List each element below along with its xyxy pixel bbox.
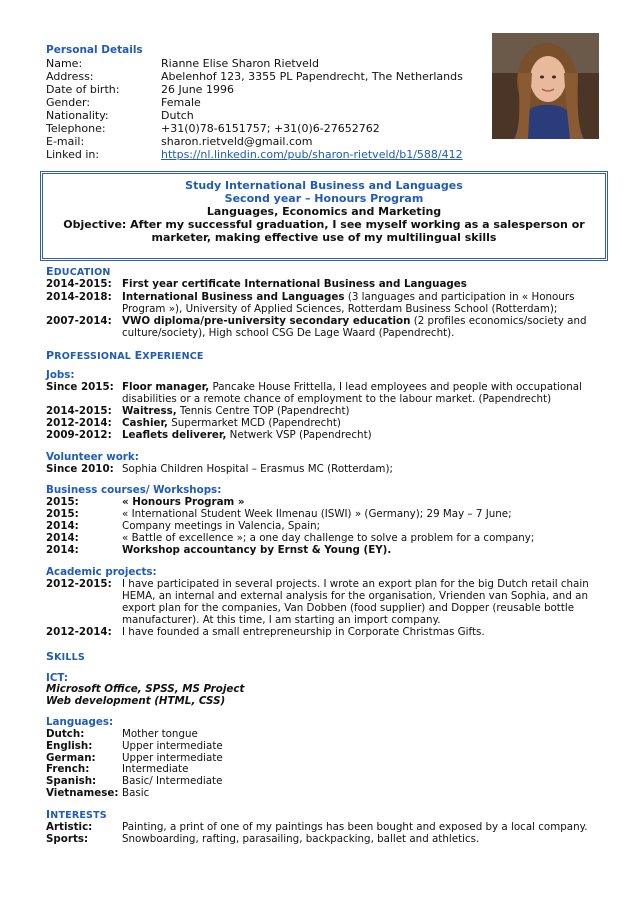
objective-year: Second year – Honours Program bbox=[224, 192, 424, 205]
edu-entry-text: (3 languages and participation in « Honours Program »), University of Applied Sciences, Rotterdam Business School (Rotterdam); bbox=[122, 291, 575, 315]
job-text: Tennis Centre TOP (Papendrecht) bbox=[176, 405, 350, 417]
course-year: 2014: bbox=[46, 520, 79, 532]
skills-heading bbox=[46, 650, 85, 663]
language-level: Upper intermediate bbox=[122, 740, 223, 752]
prof-rest1: ROFESSIONAL bbox=[54, 351, 135, 362]
linkedin-label: Linked in: bbox=[46, 148, 100, 161]
language-name: English: bbox=[46, 740, 93, 752]
gender-label: Gender: bbox=[46, 96, 91, 109]
objective-statement-cont: marketer, making effective use of my multilingual skills bbox=[151, 231, 497, 244]
interest-text: Snowboarding, rafting, parasailing, backpacking, ballet and athletics. bbox=[122, 833, 480, 845]
prof-cap2: E bbox=[134, 349, 143, 362]
job-text: Supermarket MCD (Papendrecht) bbox=[167, 417, 341, 429]
course-year: 2014: bbox=[46, 532, 79, 544]
job-entry bbox=[122, 429, 592, 441]
skills-rest: KILLS bbox=[54, 652, 85, 663]
objective-statement: Objective: After my successful graduation, I see myself working as a salesperson or bbox=[63, 218, 585, 231]
language-name: Dutch: bbox=[46, 728, 85, 740]
language-name: Spanish: bbox=[46, 775, 97, 787]
course-entry: « Battle of excellence »; a one day challenge to solve a problem for a company; bbox=[122, 532, 535, 544]
prof-cap1: P bbox=[46, 349, 55, 362]
telephone-value: +31(0)78-6151757; +31(0)6-27652762 bbox=[161, 122, 380, 135]
course-year: 2015: bbox=[46, 508, 79, 520]
language-level: Upper intermediate bbox=[122, 752, 223, 764]
dob-label: Date of birth: bbox=[46, 83, 120, 96]
language-level: Mother tongue bbox=[122, 728, 198, 740]
edu-entry-text: (2 profiles economics/society and culture/society), High school CSG De Lage Waard (Papendrecht). bbox=[122, 315, 587, 339]
edu-year: 2007-2014: bbox=[46, 315, 112, 327]
email-label: E-mail: bbox=[46, 135, 85, 148]
edu-entry-bold: First year certificate International Business and Languages bbox=[122, 278, 467, 290]
job-year: 2014-2015: bbox=[46, 405, 112, 417]
language-name: German: bbox=[46, 752, 96, 764]
edu-entry bbox=[122, 278, 592, 290]
job-year: Since 2015: bbox=[46, 381, 114, 393]
job-year: 2012-2014: bbox=[46, 417, 112, 429]
address-value: Abelenhof 123, 3355 PL Papendrecht, The Netherlands bbox=[161, 70, 463, 83]
interests-heading bbox=[46, 808, 107, 821]
volunteer-heading: Volunteer work: bbox=[46, 451, 139, 463]
job-text: Netwerk VSP (Papendrecht) bbox=[226, 429, 372, 441]
course-entry: Company meetings in Valencia, Spain; bbox=[122, 520, 321, 532]
job-text: Pancake House Frittella, I lead employees and people with occupational disabilities or a remote chance of employment to the labour market. (Papendrecht) bbox=[122, 381, 582, 405]
academic-year: 2012-2014: bbox=[46, 626, 112, 638]
language-name: French: bbox=[46, 763, 90, 775]
job-year: 2009-2012: bbox=[46, 429, 112, 441]
ict-skills-2: Web development (HTML, CSS) bbox=[46, 695, 226, 707]
linkedin-link[interactable]: https://nl.linkedin.com/pub/sharon-rietveld/b1/588/412 bbox=[161, 148, 463, 161]
interests-rest: NTERESTS bbox=[50, 810, 107, 821]
edu-entry bbox=[122, 291, 592, 315]
dob-value: 26 June 1996 bbox=[161, 83, 234, 96]
edu-year: 2014-2018: bbox=[46, 291, 112, 303]
professional-heading bbox=[46, 349, 204, 362]
academic-heading: Academic projects: bbox=[46, 566, 157, 578]
academic-entry: I have founded a small entrepreneurship in Corporate Christmas Gifts. bbox=[122, 626, 485, 638]
edu-year: 2014-2015: bbox=[46, 278, 112, 290]
job-title: Floor manager, bbox=[122, 381, 210, 393]
objective-subjects: Languages, Economics and Marketing bbox=[206, 205, 442, 218]
volunteer-year: Since 2010: bbox=[46, 463, 114, 475]
edu-entry bbox=[122, 315, 592, 339]
job-entry bbox=[122, 417, 592, 429]
jobs-heading: Jobs: bbox=[46, 369, 75, 381]
telephone-label: Telephone: bbox=[46, 122, 106, 135]
education-heading bbox=[46, 265, 111, 278]
job-title: Waitress, bbox=[122, 405, 177, 417]
nationality-label: Nationality: bbox=[46, 109, 109, 122]
course-year: 2014: bbox=[46, 544, 79, 556]
name-value: Rianne Elise Sharon Rietveld bbox=[161, 57, 319, 70]
interest-category: Sports: bbox=[46, 833, 89, 845]
interest-category: Artistic: bbox=[46, 821, 93, 833]
skills-cap: S bbox=[46, 650, 55, 663]
edu-entry-bold: VWO diploma/pre-university secondary education bbox=[122, 315, 411, 327]
ict-skills-1: Microsoft Office, SPSS, MS Project bbox=[46, 683, 245, 695]
edu-entry-bold: International Business and Languages bbox=[122, 291, 345, 303]
linkedin-link-wrap bbox=[161, 148, 463, 161]
course-entry: « International Student Week Ilmenau (ISWI) » (Germany); 29 May – 7 June; bbox=[122, 508, 512, 520]
volunteer-entry: Sophia Children Hospital – Erasmus MC (Rotterdam); bbox=[122, 463, 393, 475]
language-level: Basic bbox=[122, 787, 150, 799]
academic-entry: I have participated in several projects. I wrote an export plan for the big Dutch retail chain HEMA, an internal and external analysis for the organisation, Vrienden van Sophia, and an export plan for the companies, Van Dobben (food supplier) and Dopper (reusable bottle manufacturer). At this time, I am starting an import company. bbox=[122, 578, 589, 626]
education-heading-cap: E bbox=[46, 265, 54, 278]
course-entry: « Honours Program » bbox=[122, 496, 245, 508]
language-level: Intermediate bbox=[122, 763, 189, 775]
job-entry bbox=[122, 405, 592, 417]
job-title: Leaflets deliverer, bbox=[122, 429, 227, 441]
course-entry: Workshop accountancy by Ernst & Young (EY). bbox=[122, 544, 392, 556]
job-entry bbox=[122, 381, 592, 405]
education-heading-rest: DUCATION bbox=[53, 267, 111, 278]
courses-heading: Business courses/ Workshops: bbox=[46, 484, 222, 496]
prof-rest2: XPERIENCE bbox=[142, 351, 204, 362]
ict-heading: ICT: bbox=[46, 672, 68, 684]
address-label: Address: bbox=[46, 70, 94, 83]
profile-photo bbox=[492, 33, 599, 139]
nationality-value: Dutch bbox=[161, 109, 194, 122]
course-year: 2015: bbox=[46, 496, 79, 508]
gender-value: Female bbox=[161, 96, 201, 109]
interests-cap: I bbox=[46, 808, 51, 821]
language-name: Vietnamese: bbox=[46, 787, 119, 799]
name-label: Name: bbox=[46, 57, 83, 70]
email-value[interactable]: sharon.rietveld@gmail.com bbox=[161, 135, 313, 148]
language-level: Basic/ Intermediate bbox=[122, 775, 223, 787]
job-title: Cashier, bbox=[122, 417, 168, 429]
languages-heading: Languages: bbox=[46, 716, 114, 728]
personal-details-heading: Personal Details bbox=[46, 44, 143, 56]
interest-text: Painting, a print of one of my paintings has been bought and exposed by a local company. bbox=[122, 821, 588, 833]
objective-study: Study International Business and Languages bbox=[185, 179, 463, 192]
academic-year: 2012-2015: bbox=[46, 578, 112, 590]
